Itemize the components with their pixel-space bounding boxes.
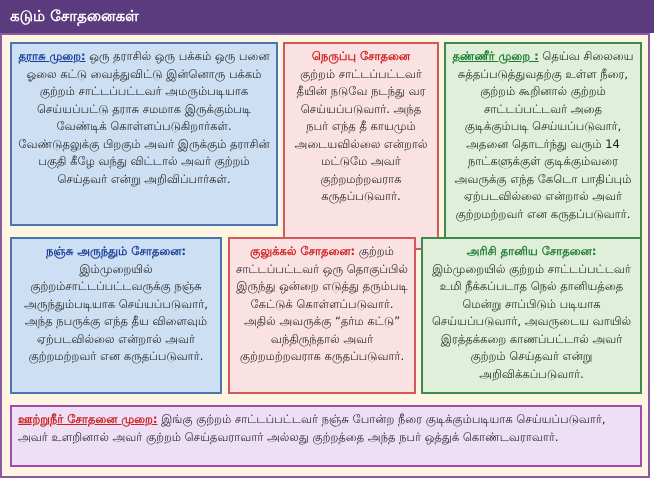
card-kulukkal bbox=[228, 237, 416, 394]
card-nanju bbox=[10, 237, 222, 394]
card-thanneer-text: தெய்வ சிலையை சுத்தப்படுத்துவதற்கு உள்ள நீரை, குற்றம் கூறினால் குற்றம் சாட்டப்பட்டவர் அதை குடிக்கும்படி செய்யப்படுவார், அதனை தொடர்ந்து வரும் 14 நாட்களுக்குள் குடிக்கும்வரை அவருக்கு எந்த கேடொ பாதிப்பும் ஏற்படவில்லை என்றால் அவர் குற்றமற்றவர் என கருதப்படுவார். bbox=[454, 49, 634, 221]
card-thanneer bbox=[444, 42, 642, 250]
card-nanju-title: நஞ்சு அருந்தும் சோதனை: bbox=[46, 244, 186, 258]
card-neruppu bbox=[283, 42, 439, 250]
card-kulukkal-title: குலுக்கல் சோதனை: bbox=[250, 244, 356, 258]
page-title: கடும் சோதனைகள் bbox=[10, 6, 139, 25]
card-nanju-text: இம்முறையில் குற்றம்சாட்டப்பட்டவருக்கு நஞ்சு அருந்தும்படியாக செய்யப்படுவார், அந்த நபருக்கு எந்த தீய விளைவும் ஏற்படவில்லை என்றால் அவர் குற்றமற்றவர் என கருதப்படுவார். bbox=[24, 261, 208, 363]
card-arisi-title: அரிசி தானிய சோதனை: bbox=[466, 244, 597, 258]
card-thanneer-title: தண்ணீர் முறை : bbox=[452, 49, 539, 63]
card-neruppu-text: குற்றம் சாட்டப்பட்டவர் தீயின் நடுவே நடந்து வர செய்யப்படுவார். அந்த நபர் எந்த தீ காயமும் அடையவில்லை என்றால் மட்டுமே அவர் குற்றமற்றவராக கருதப்படுவார். bbox=[294, 66, 428, 203]
card-kulukkal-text: குற்றம் சாட்டப்பட்டவர் ஒரு தொகுப்பில் இருந்து ஒன்றை எடுத்து தரும்படி கேட்டுக் கொள்ளப்படுவார். அதில் அவருக்கு “தர்ம கட்டு” வந்திருந்தால் அவர் குற்றமற்றவராக கருதப்படுவார். bbox=[236, 244, 408, 363]
card-tharasu bbox=[10, 42, 278, 226]
card-arisi-text: இம்முறையில் குற்றம் சாட்டப்பட்டவர் உமி நீக்கப்படாத நெல் தானியத்தை மென்று சாப்பிடும் படியாக செய்யப்படுவார், அவருடைய வாயில் இரத்தக்கறை காணப்பட்டால் அவர் குற்றம் செய்தவர் என்று அறிவிக்கப்படுவார். bbox=[431, 261, 632, 381]
content-frame bbox=[0, 33, 650, 478]
header-bar bbox=[0, 0, 654, 33]
card-neruppu-title: நெருப்பு சோதனை bbox=[311, 49, 411, 63]
card-arisi bbox=[421, 237, 642, 394]
card-ootru-title: ஊற்றுநீர் சோதனை முறை: bbox=[18, 412, 158, 426]
card-tharasu-title: தராசு முறை: bbox=[18, 49, 86, 63]
card-ootru bbox=[10, 405, 642, 467]
card-tharasu-text: ஒரு தராசில் ஒரு பக்கம் ஒரு பனை ஓலை கட்டு வைத்துவிட்டு இன்னொரு பக்கம் குற்றம் சாட்டப்பட்டவர் அமரும்படியாக செய்யப்பட்டு தராசு சமமாக இருக்கும்படி வேண்டிக் கொள்ளப்படுகிறார்கள். வேண்டுதலுக்கு பிறகும் அவர் இருக்கும் தராசின் பகுதி கீழே வந்து விட்டால் அவர் குற்றம் செய்தவர் என்று அறிவிப்பார்கள். bbox=[18, 49, 270, 186]
card-ootru-text: இங்கு குற்றம் சாட்டப்பட்டவர் நஞ்சு போன்ற நீரை குடிக்கும்படியாக செய்யப்படுவார், அவர் உளறினால் அவர் குற்றம் செய்தவராவார் அல்லது குற்றத்தை அந்த நபர் ஒத்துக் கொண்டவராவார். bbox=[18, 412, 606, 444]
